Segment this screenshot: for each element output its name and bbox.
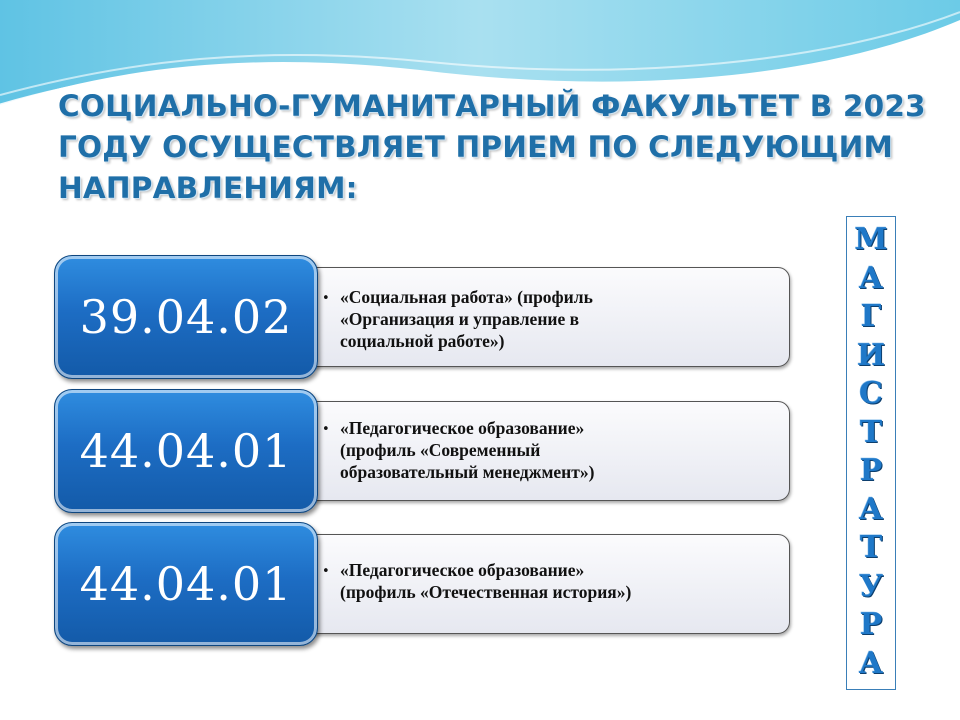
vertical-label-box — [846, 216, 896, 690]
vertical-letter: А — [858, 645, 884, 681]
vertical-letter: Т — [859, 414, 883, 450]
bullet-icon: • — [322, 291, 330, 306]
vertical-letter: С — [859, 376, 883, 412]
program-code-box — [54, 389, 318, 513]
description-line: «Социальная работа» (профиль — [340, 287, 593, 307]
title-line-1: СОЦИАЛЬНО-ГУМАНИТАРНЫЙ ФАКУЛЬТЕТ В 2023 — [58, 89, 926, 123]
program-description — [340, 417, 760, 483]
vertical-letter: Р — [859, 607, 883, 643]
vertical-letter: Т — [859, 530, 883, 566]
vertical-letter: И — [856, 337, 886, 373]
bullet-icon: • — [322, 564, 330, 579]
program-code-box — [54, 255, 318, 379]
program-row — [50, 387, 795, 515]
description-line: образовательный менеджмент») — [340, 462, 595, 482]
program-code: 44.04.01 — [79, 557, 293, 611]
description-line: «Педагогическое образование» — [340, 418, 585, 438]
vertical-letter: А — [858, 260, 884, 296]
program-code: 44.04.01 — [79, 424, 293, 478]
title-line-3: НАПРАВЛЕНИЯМ: — [58, 171, 358, 205]
program-description — [340, 559, 760, 603]
vertical-letter: Г — [860, 299, 882, 335]
vertical-letter: Р — [859, 453, 883, 489]
description-line: (профиль «Отечественная история») — [340, 582, 632, 602]
description-line: «Организация и управление в — [340, 309, 580, 329]
program-code-box — [54, 522, 318, 646]
description-line: «Педагогическое образование» — [340, 560, 585, 580]
slide-title — [58, 86, 926, 209]
title-line-2: ГОДУ ОСУЩЕСТВЛЯЕТ ПРИЕМ ПО СЛЕДУЮЩИМ — [58, 130, 894, 164]
bullet-icon: • — [322, 422, 330, 437]
description-line: социальной работе») — [340, 331, 505, 351]
description-line: (профиль «Современный — [340, 440, 541, 460]
program-description — [340, 286, 760, 352]
program-row — [50, 520, 795, 648]
vertical-letter: У — [858, 568, 884, 604]
vertical-letter: А — [858, 491, 884, 527]
program-code: 39.04.02 — [79, 290, 293, 344]
vertical-letter: М — [854, 222, 888, 257]
program-row — [50, 253, 795, 381]
